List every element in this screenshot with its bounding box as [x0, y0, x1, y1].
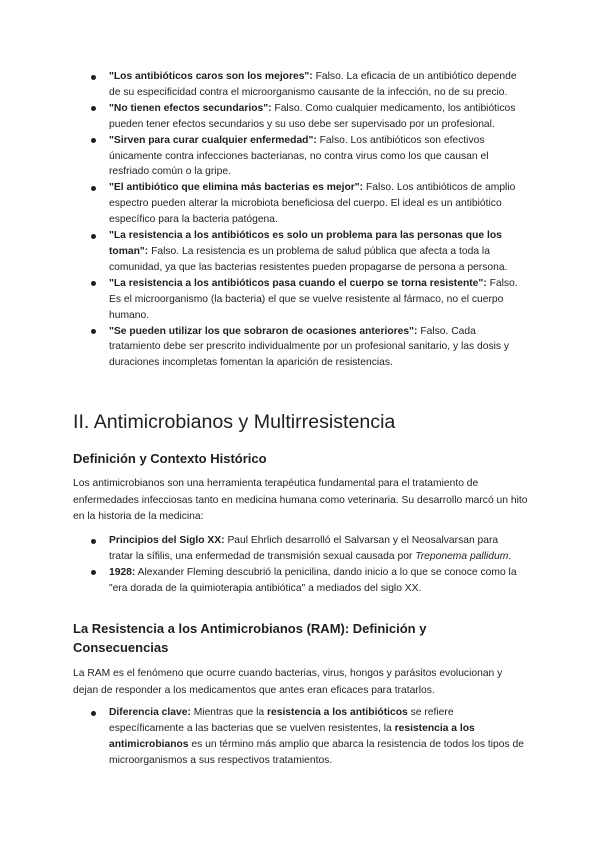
list-item: "Se pueden utilizar los que sobraron de ocasiones anteriores": Falso. Cada tratamiento debe ser prescrito individualmente por un profesional sanitario, y las dosis y duraciones incompletas fomentan la aparición de resistencias. — [84, 324, 524, 372]
section-title: II. Antimicrobianos y Multirresistencia — [73, 411, 396, 433]
bullet-icon — [91, 539, 96, 544]
bullet-icon — [91, 106, 96, 111]
list-item: "Sirven para curar cualquier enfermedad": Falso. Los antibióticos son efectivos únicamente contra infecciones bacterianas, no contra virus como los que causan el resfriado común o la gripe. — [84, 133, 524, 181]
list-item: "No tienen efectos secundarios": Falso. Como cualquier medicamento, los antibióticos pueden tener efectos secundarios y su uso debe ser supervisado por un profesional. — [84, 101, 524, 133]
ram-heading: La Resistencia a los Antimicrobianos (RAM): Definición y Consecuencias — [73, 621, 427, 655]
bullet-icon — [91, 138, 96, 143]
list-item: Diferencia clave: Mientras que la resistencia a los antibióticos se refiere específicamente a las bacterias que se vuelven resistentes, la resistencia a los antimicrobianos es un término más amplio que abarca la resistencia de todos los tipos de microorganismos a sus respectivos tratamientos. — [84, 705, 524, 769]
myths-list — [84, 69, 524, 371]
bullet-icon — [91, 711, 96, 716]
list-item: "Los antibióticos caros son los mejores": Falso. La eficacia de un antibiótico depende de su especificidad contra el microorganismo causante de la infección, no de su precio. — [84, 69, 524, 101]
list-item: 1928: Alexander Fleming descubrió la penicilina, dando inicio a lo que se conoce como la "era dorada de la quimioterapia antibiótica" a mediados del siglo XX. — [84, 565, 524, 597]
list-item: Principios del Siglo XX: Paul Ehrlich desarrolló el Salvarsan y el Neosalvarsan para tratar la sífilis, una enfermedad de transmisión sexual causada por Treponema pallidum. — [84, 533, 524, 565]
history-list — [84, 533, 524, 597]
bullet-icon — [91, 75, 96, 80]
list-item: "La resistencia a los antibióticos pasa cuando el cuerpo se torna resistente": Falso. Es el microorganismo (la bacteria) el que se vuelve resistente al fármaco, no el cuerpo humano. — [84, 276, 524, 324]
bullet-icon — [91, 234, 96, 239]
ram-paragraph: La RAM es el fenómeno que ocurre cuando bacterias, virus, hongos y parásitos evolucionan y dejan de responder a los medicamentos que antes eran eficaces para tratarlos. — [73, 668, 503, 696]
definition-paragraph: Los antimicrobianos son una herramienta terapéutica fundamental para el tratamiento de enfermedades infecciosas tanto en medicina humana como veterinaria. Su desarrollo marcó un hito en la historia de la medicina: — [73, 478, 528, 522]
bullet-icon — [91, 281, 96, 286]
ram-list — [84, 705, 524, 769]
definition-heading: Definición y Contexto Histórico — [73, 451, 267, 466]
bullet-icon — [91, 329, 96, 334]
bullet-icon — [91, 186, 96, 191]
bullet-icon — [91, 570, 96, 575]
list-item: "El antibiótico que elimina más bacterias es mejor": Falso. Los antibióticos de amplio espectro pueden alterar la microbiota beneficiosa del cuerpo. El ideal es un antibiótico específico para la bacteria patógena. — [84, 180, 524, 228]
list-item: "La resistencia a los antibióticos es solo un problema para las personas que los toman": Falso. La resistencia es un problema de salud pública que afecta a toda la comunidad, ya que las bacterias resistentes pueden propagarse de persona a persona. — [84, 228, 524, 276]
